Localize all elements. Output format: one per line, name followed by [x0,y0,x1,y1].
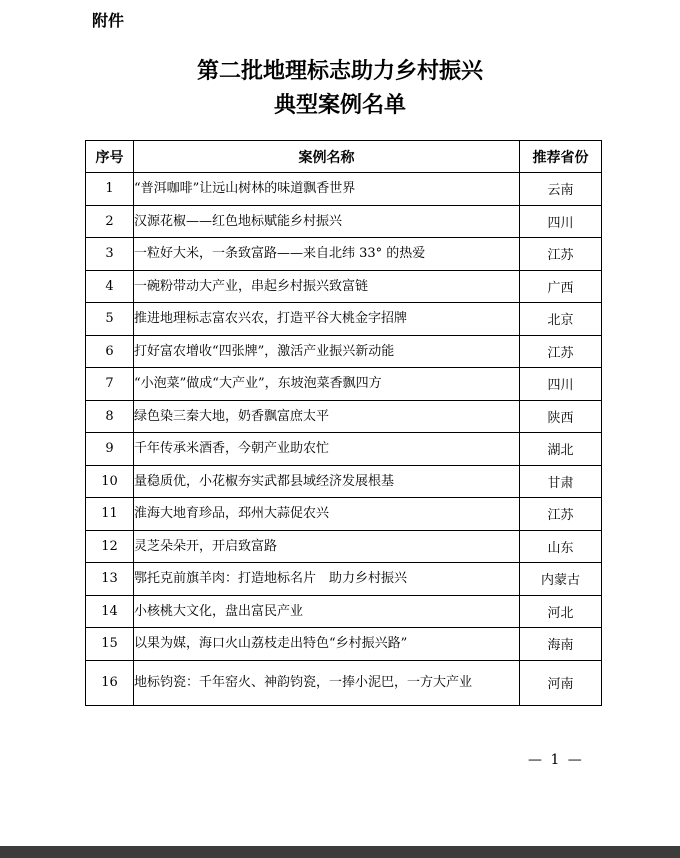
row-seq: 10 [86,465,134,498]
table-row [86,660,602,705]
row-case-name: 汉源花椒——红色地标赋能乡村振兴 [134,205,520,238]
row-case-name: 小核桃大文化，盘出富民产业 [134,595,520,628]
table-row [86,530,602,563]
row-province: 甘肃 [520,465,602,498]
row-case-name: 千年传承米酒香，今朝产业助农忙 [134,433,520,466]
table-row [86,595,602,628]
table-row [86,628,602,661]
table-header-row [86,141,602,173]
page-title-line1: 第二批地理标志助力乡村振兴 [196,59,483,84]
row-province: 江苏 [520,238,602,271]
row-case-name: 一碗粉带动大产业，串起乡村振兴致富链 [134,270,520,303]
row-case-name: “普洱咖啡”让远山树林的味道飘香世界 [134,173,520,206]
row-case-name: 一粒好大米，一条致富路——来自北纬 33° 的热爱 [134,238,520,271]
row-case-name: 鄂托克前旗羊肉：打造地标名片 助力乡村振兴 [134,563,520,596]
attachment-label: 附件 [92,11,125,30]
table-row [86,465,602,498]
row-province: 江苏 [520,498,602,531]
row-province: 陕西 [520,400,602,433]
row-case-name: 以果为媒，海口火山荔枝走出特色“乡村振兴路” [134,628,520,661]
row-seq: 11 [86,498,134,531]
row-seq: 15 [86,628,134,661]
row-province: 湖北 [520,433,602,466]
row-province: 四川 [520,205,602,238]
table-row [86,400,602,433]
row-seq: 9 [86,433,134,466]
row-seq: 6 [86,335,134,368]
row-seq: 14 [86,595,134,628]
column-header-name: 案例名称 [134,141,520,173]
row-seq: 7 [86,368,134,401]
page-number: — 1 — [528,752,584,768]
row-seq: 3 [86,238,134,271]
row-province: 河南 [520,660,602,705]
column-header-seq: 序号 [86,141,134,173]
table-row [86,498,602,531]
row-seq: 13 [86,563,134,596]
row-case-name: 地标钧瓷：千年窑火、神韵钧瓷，一捧小泥巴，一方大产业 [134,660,520,705]
row-province: 北京 [520,303,602,336]
row-province: 云南 [520,173,602,206]
table-row [86,563,602,596]
table-row [86,303,602,336]
row-seq: 5 [86,303,134,336]
table-row [86,433,602,466]
table-row [86,270,602,303]
row-case-name: 量稳质优，小花椒夯实武都县域经济发展根基 [134,465,520,498]
table-row [86,335,602,368]
row-seq: 4 [86,270,134,303]
row-province: 广西 [520,270,602,303]
row-case-name: 打好富农增收“四张牌”，激活产业振兴新动能 [134,335,520,368]
bottom-bar [0,846,680,858]
column-header-province: 推荐省份 [520,141,602,173]
row-case-name: 推进地理标志富农兴农，打造平谷大桃金字招牌 [134,303,520,336]
table-row [86,238,602,271]
row-seq: 8 [86,400,134,433]
row-case-name: 灵芝朵朵开，开启致富路 [134,530,520,563]
row-province: 四川 [520,368,602,401]
case-table [85,140,602,706]
row-province: 内蒙古 [520,563,602,596]
row-case-name: “小泡菜”做成“大产业”，东坡泡菜香飘四方 [134,368,520,401]
table-row [86,173,602,206]
row-province: 江苏 [520,335,602,368]
row-province: 河北 [520,595,602,628]
table-row [86,368,602,401]
row-seq: 16 [86,660,134,705]
row-seq: 12 [86,530,134,563]
row-seq: 2 [86,205,134,238]
page-title-line2: 典型案例名单 [273,93,406,118]
table-row [86,205,602,238]
row-case-name: 淮海大地育珍品，邳州大蒜促农兴 [134,498,520,531]
row-seq: 1 [86,173,134,206]
row-case-name: 绿色染三秦大地，奶香飘富庶太平 [134,400,520,433]
row-province: 山东 [520,530,602,563]
row-province: 海南 [520,628,602,661]
